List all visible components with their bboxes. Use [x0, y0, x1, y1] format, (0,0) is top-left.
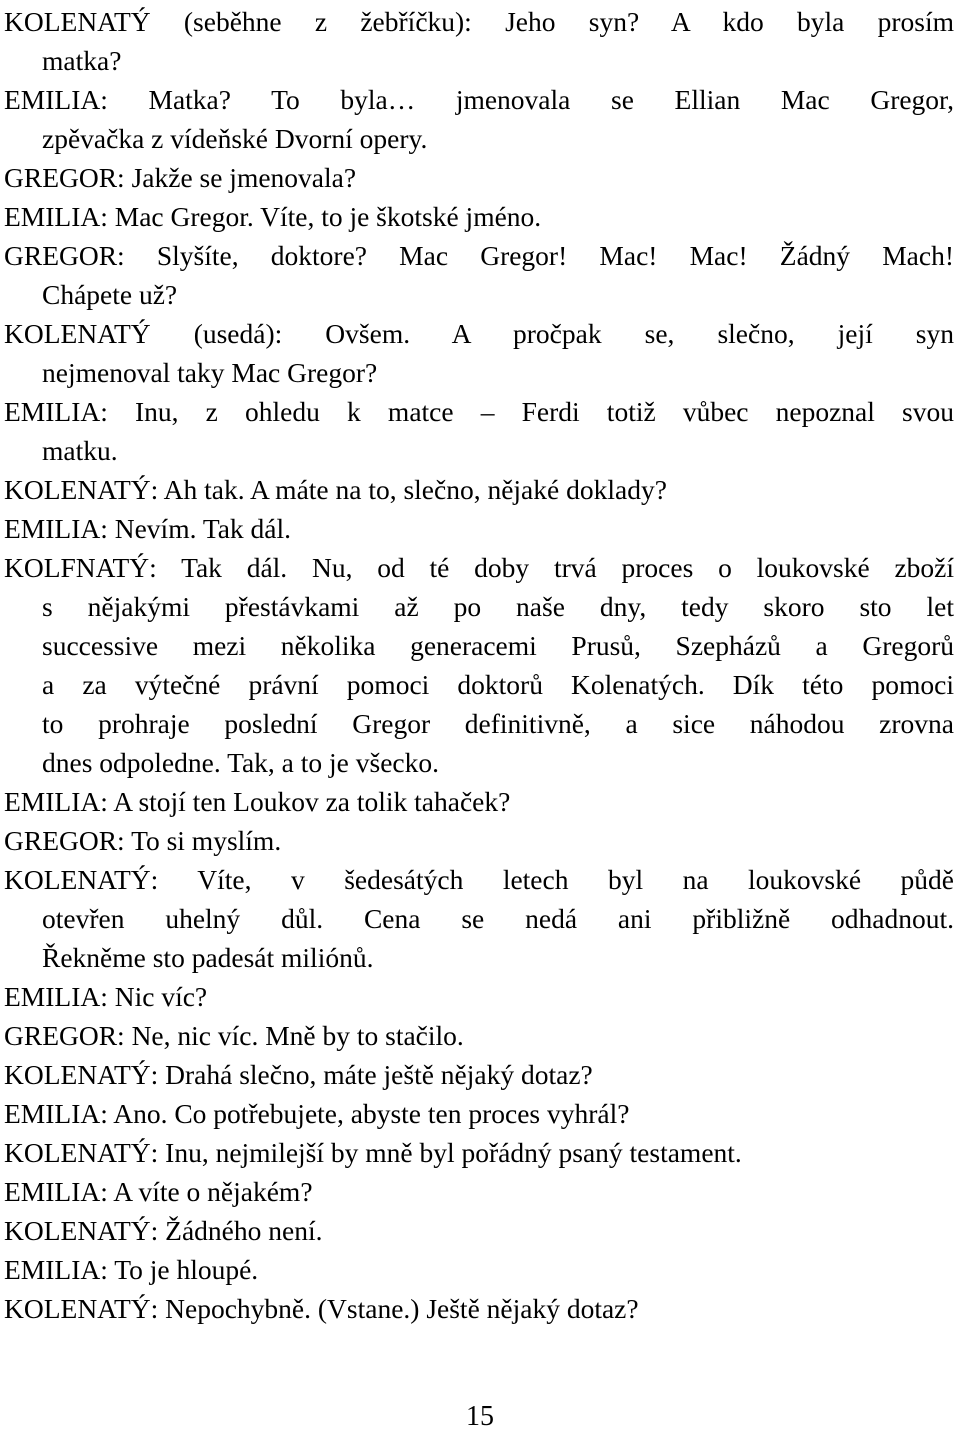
- text-line: GREGOR: Slyšíte, doktore? Mac Gregor! Mac! Mac! Žádný Mach!: [4, 240, 954, 271]
- text-line: KOLFNATÝ: Tak dál. Nu, od té doby trvá proces o loukovské zboží: [4, 552, 954, 583]
- text-line: EMILIA: Nevím. Tak dál.: [4, 513, 292, 544]
- text-line: to prohraje poslední Gregor definitivně, a sice náhodou zrovna: [42, 708, 954, 739]
- text-line: EMILIA: Ano. Co potřebujete, abyste ten proces vyhrál?: [4, 1098, 630, 1129]
- text-line: KOLENATÝ: Inu, nejmilejší by mně byl pořádný psaný testament.: [4, 1137, 742, 1168]
- text-line: KOLENATÝ: Drahá slečno, máte ještě nějaký dotaz?: [4, 1059, 593, 1090]
- text-line: Chápete už?: [42, 279, 178, 310]
- text-line: matka?: [42, 45, 122, 76]
- text-line: nejmenoval taky Mac Gregor?: [42, 357, 378, 388]
- text-line: zpěvačka z vídeňské Dvorní opery.: [42, 123, 428, 154]
- text-line: KOLENATÝ: Ah tak. A máte na to, slečno, nějaké doklady?: [4, 474, 667, 505]
- text-line: KOLENATÝ: Nepochybně. (Vstane.) Ještě nějaký dotaz?: [4, 1293, 639, 1324]
- text-line: KOLENATÝ: Žádného není.: [4, 1215, 323, 1246]
- text-line: EMILIA: Matka? To byla… jmenovala se Ellian Mac Gregor,: [4, 84, 954, 115]
- text-line: GREGOR: Jakže se jmenovala?: [4, 162, 357, 193]
- text-line: EMILIA: Nic víc?: [4, 981, 208, 1012]
- text-line: otevřen uhelný důl. Cena se nedá ani přibližně odhadnout.: [42, 903, 954, 934]
- text-line: matku.: [42, 435, 118, 466]
- text-line: EMILIA: A víte o nějakém?: [4, 1176, 313, 1207]
- dialogue-text: [4, 2, 954, 1328]
- text-line: EMILIA: Inu, z ohledu k matce – Ferdi totiž vůbec nepoznal svou: [4, 396, 954, 427]
- text-line: EMILIA: A stojí ten Loukov za tolik tahaček?: [4, 786, 511, 817]
- text-line: KOLENATÝ: Víte, v šedesátých letech byl na loukovské půdě: [4, 864, 954, 895]
- text-line: GREGOR: Ne, nic víc. Mně by to stačilo.: [4, 1020, 464, 1051]
- text-line: GREGOR: To si myslím.: [4, 825, 282, 856]
- text-line: KOLENATÝ (usedá): Ovšem. A pročpak se, slečno, její syn: [4, 318, 954, 349]
- text-line: s nějakými přestávkami až po naše dny, tedy skoro sto let: [42, 591, 954, 622]
- text-line: a za výtečné právní pomoci doktorů Kolenatých. Dík této pomoci: [42, 669, 954, 700]
- text-line: dnes odpoledne. Tak, a to je všecko.: [42, 747, 439, 778]
- text-line: successive mezi několika generacemi Prusů, Szepházů a Gregorů: [42, 630, 954, 661]
- text-line: EMILIA: To je hloupé.: [4, 1254, 259, 1285]
- text-line: EMILIA: Mac Gregor. Víte, to je škotské jméno.: [4, 201, 542, 232]
- text-line: Řekněme sto padesát miliónů.: [42, 942, 374, 973]
- text-line: KOLENATÝ (seběhne z žebříčku): Jeho syn? A kdo byla prosím: [4, 6, 954, 37]
- page-number: 15: [466, 1401, 494, 1432]
